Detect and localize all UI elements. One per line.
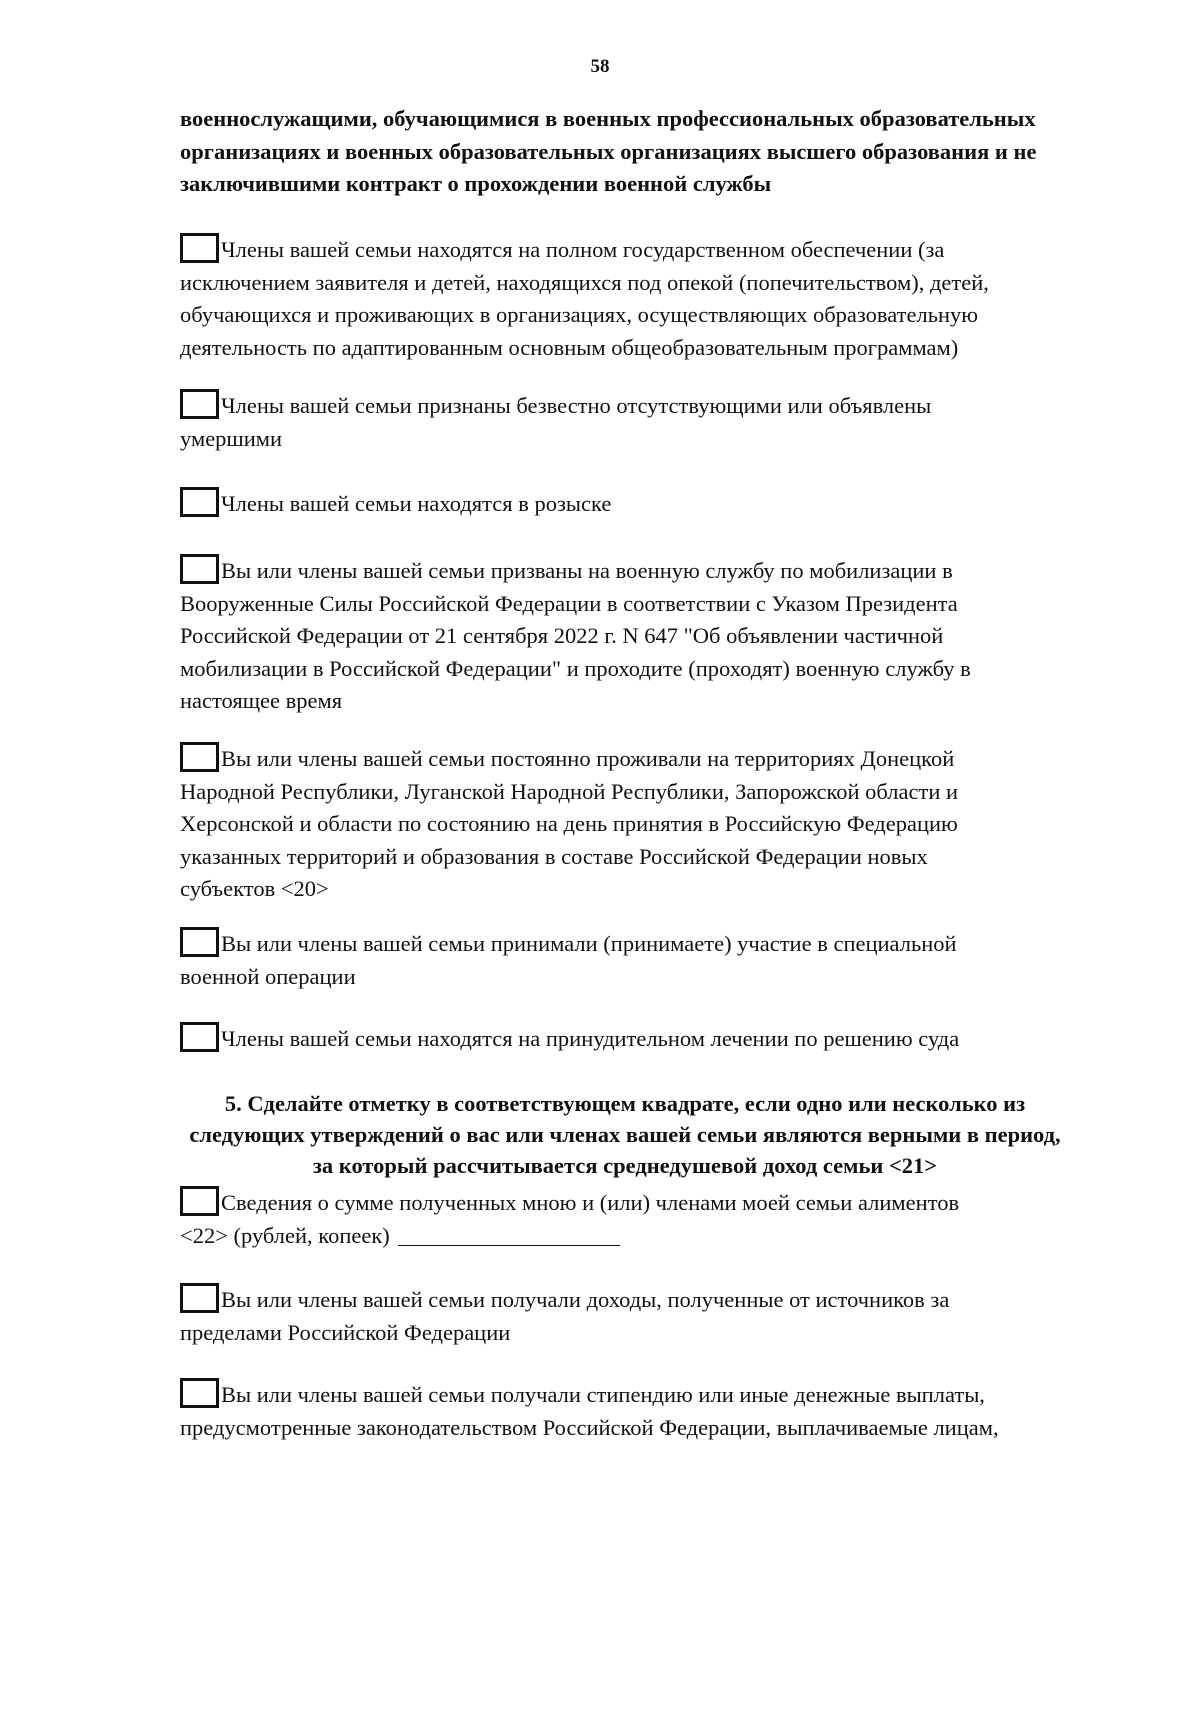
- option-text: Херсонской и области по состоянию на день принятия в Российскую Федерацию: [180, 811, 958, 836]
- option-compulsory-treatment: [180, 1022, 1070, 1056]
- option-missing-or-deceased: [180, 389, 1070, 455]
- option-text: Вы или члены вашей семьи получали доходы, полученные от источников за: [221, 1287, 950, 1312]
- section-5-line: за который рассчитывается среднедушевой доход семьи <21>: [312, 1153, 938, 1178]
- section-5-line: следующих утверждений о вас или членах вашей семьи являются верными в период,: [189, 1122, 1061, 1147]
- option-text: Члены вашей семьи находятся на принудительном лечении по решению суда: [221, 1026, 960, 1051]
- checkbox[interactable]: [180, 742, 219, 772]
- intro-paragraph: [180, 103, 1070, 201]
- option-text: пределами Российской Федерации: [180, 1319, 511, 1345]
- option-text: Члены вашей семьи находятся на полном государственном обеспечении (за: [221, 237, 945, 262]
- option-alimony: [180, 1186, 1070, 1252]
- checkbox[interactable]: [180, 1022, 219, 1052]
- option-text: указанных территорий и образования в составе Российской Федерации новых: [180, 843, 928, 869]
- option-text: исключением заявителя и детей, находящихся под опекой (попечительством), детей,: [180, 269, 989, 295]
- option-text: деятельность по адаптированным основным общеобразовательным программам): [180, 334, 959, 360]
- option-text: предусмотренные законодательством Российской Федерации, выплачиваемые лицам,: [180, 1414, 999, 1440]
- section-5-instruction: [180, 1088, 1070, 1181]
- option-text: Вы или члены вашей семьи получали стипендию или иные денежные выплаты,: [221, 1382, 985, 1407]
- option-text: обучающихся и проживающих в организациях, осуществляющих образовательную: [180, 302, 979, 327]
- option-text: <22> (рублей, копеек): [180, 1222, 390, 1248]
- checkbox[interactable]: [180, 927, 219, 957]
- option-text: мобилизации в Российской Федерации" и проходите (проходят) военную службу в: [180, 655, 971, 681]
- option-mobilization: [180, 554, 1070, 718]
- option-wanted: [180, 487, 1070, 521]
- intro-line: заключившими контракт о прохождении военной службы: [180, 171, 772, 196]
- checkbox[interactable]: [180, 1378, 219, 1408]
- option-text: Вы или члены вашей семьи постоянно проживали на территориях Донецкой: [221, 746, 955, 771]
- page-number: 58: [590, 56, 610, 77]
- section-5-line: 5. Сделайте отметку в соответствующем квадрате, если одно или несколько из: [224, 1091, 1026, 1116]
- option-text: Сведения о сумме полученных мною и (или) членами моей семьи алиментов: [221, 1190, 960, 1215]
- option-text: военной операции: [180, 963, 356, 989]
- option-foreign-income: [180, 1283, 1070, 1349]
- alimony-amount-field[interactable]: [398, 1223, 620, 1246]
- option-text: Народной Республики, Луганской Народной Республики, Запорожской области и: [180, 778, 959, 804]
- option-new-territories: [180, 742, 1070, 906]
- checkbox[interactable]: [180, 1283, 219, 1313]
- option-text: Вы или члены вашей семьи принимали (принимаете) участие в специальной: [221, 931, 957, 956]
- option-stipend: [180, 1378, 1070, 1444]
- option-text: Члены вашей семьи признаны безвестно отсутствующими или объявлены: [221, 393, 932, 418]
- checkbox[interactable]: [180, 389, 219, 419]
- option-text: Члены вашей семьи находятся в розыске: [221, 491, 612, 516]
- intro-line: организациях и военных образовательных организациях высшего образования и не: [180, 138, 1037, 164]
- checkbox[interactable]: [180, 233, 219, 263]
- option-text: Вооруженные Силы Российской Федерации в соответствии с Указом Президента: [180, 590, 958, 616]
- option-text: субъектов <20>: [180, 876, 329, 901]
- checkbox[interactable]: [180, 487, 219, 517]
- option-text: Вы или члены вашей семьи призваны на военную службу по мобилизации в: [221, 558, 953, 583]
- intro-line: военнослужащими, обучающимися в военных профессиональных образовательных: [180, 106, 1036, 131]
- option-text: настоящее время: [180, 688, 343, 713]
- checkbox[interactable]: [180, 1186, 219, 1216]
- option-special-operation: [180, 927, 1070, 993]
- option-text: умершими: [180, 425, 283, 451]
- option-full-state-support: [180, 233, 1070, 364]
- option-text: Российской Федерации от 21 сентября 2022 г. N 647 "Об объявлении частичной: [180, 623, 944, 648]
- checkbox[interactable]: [180, 554, 219, 584]
